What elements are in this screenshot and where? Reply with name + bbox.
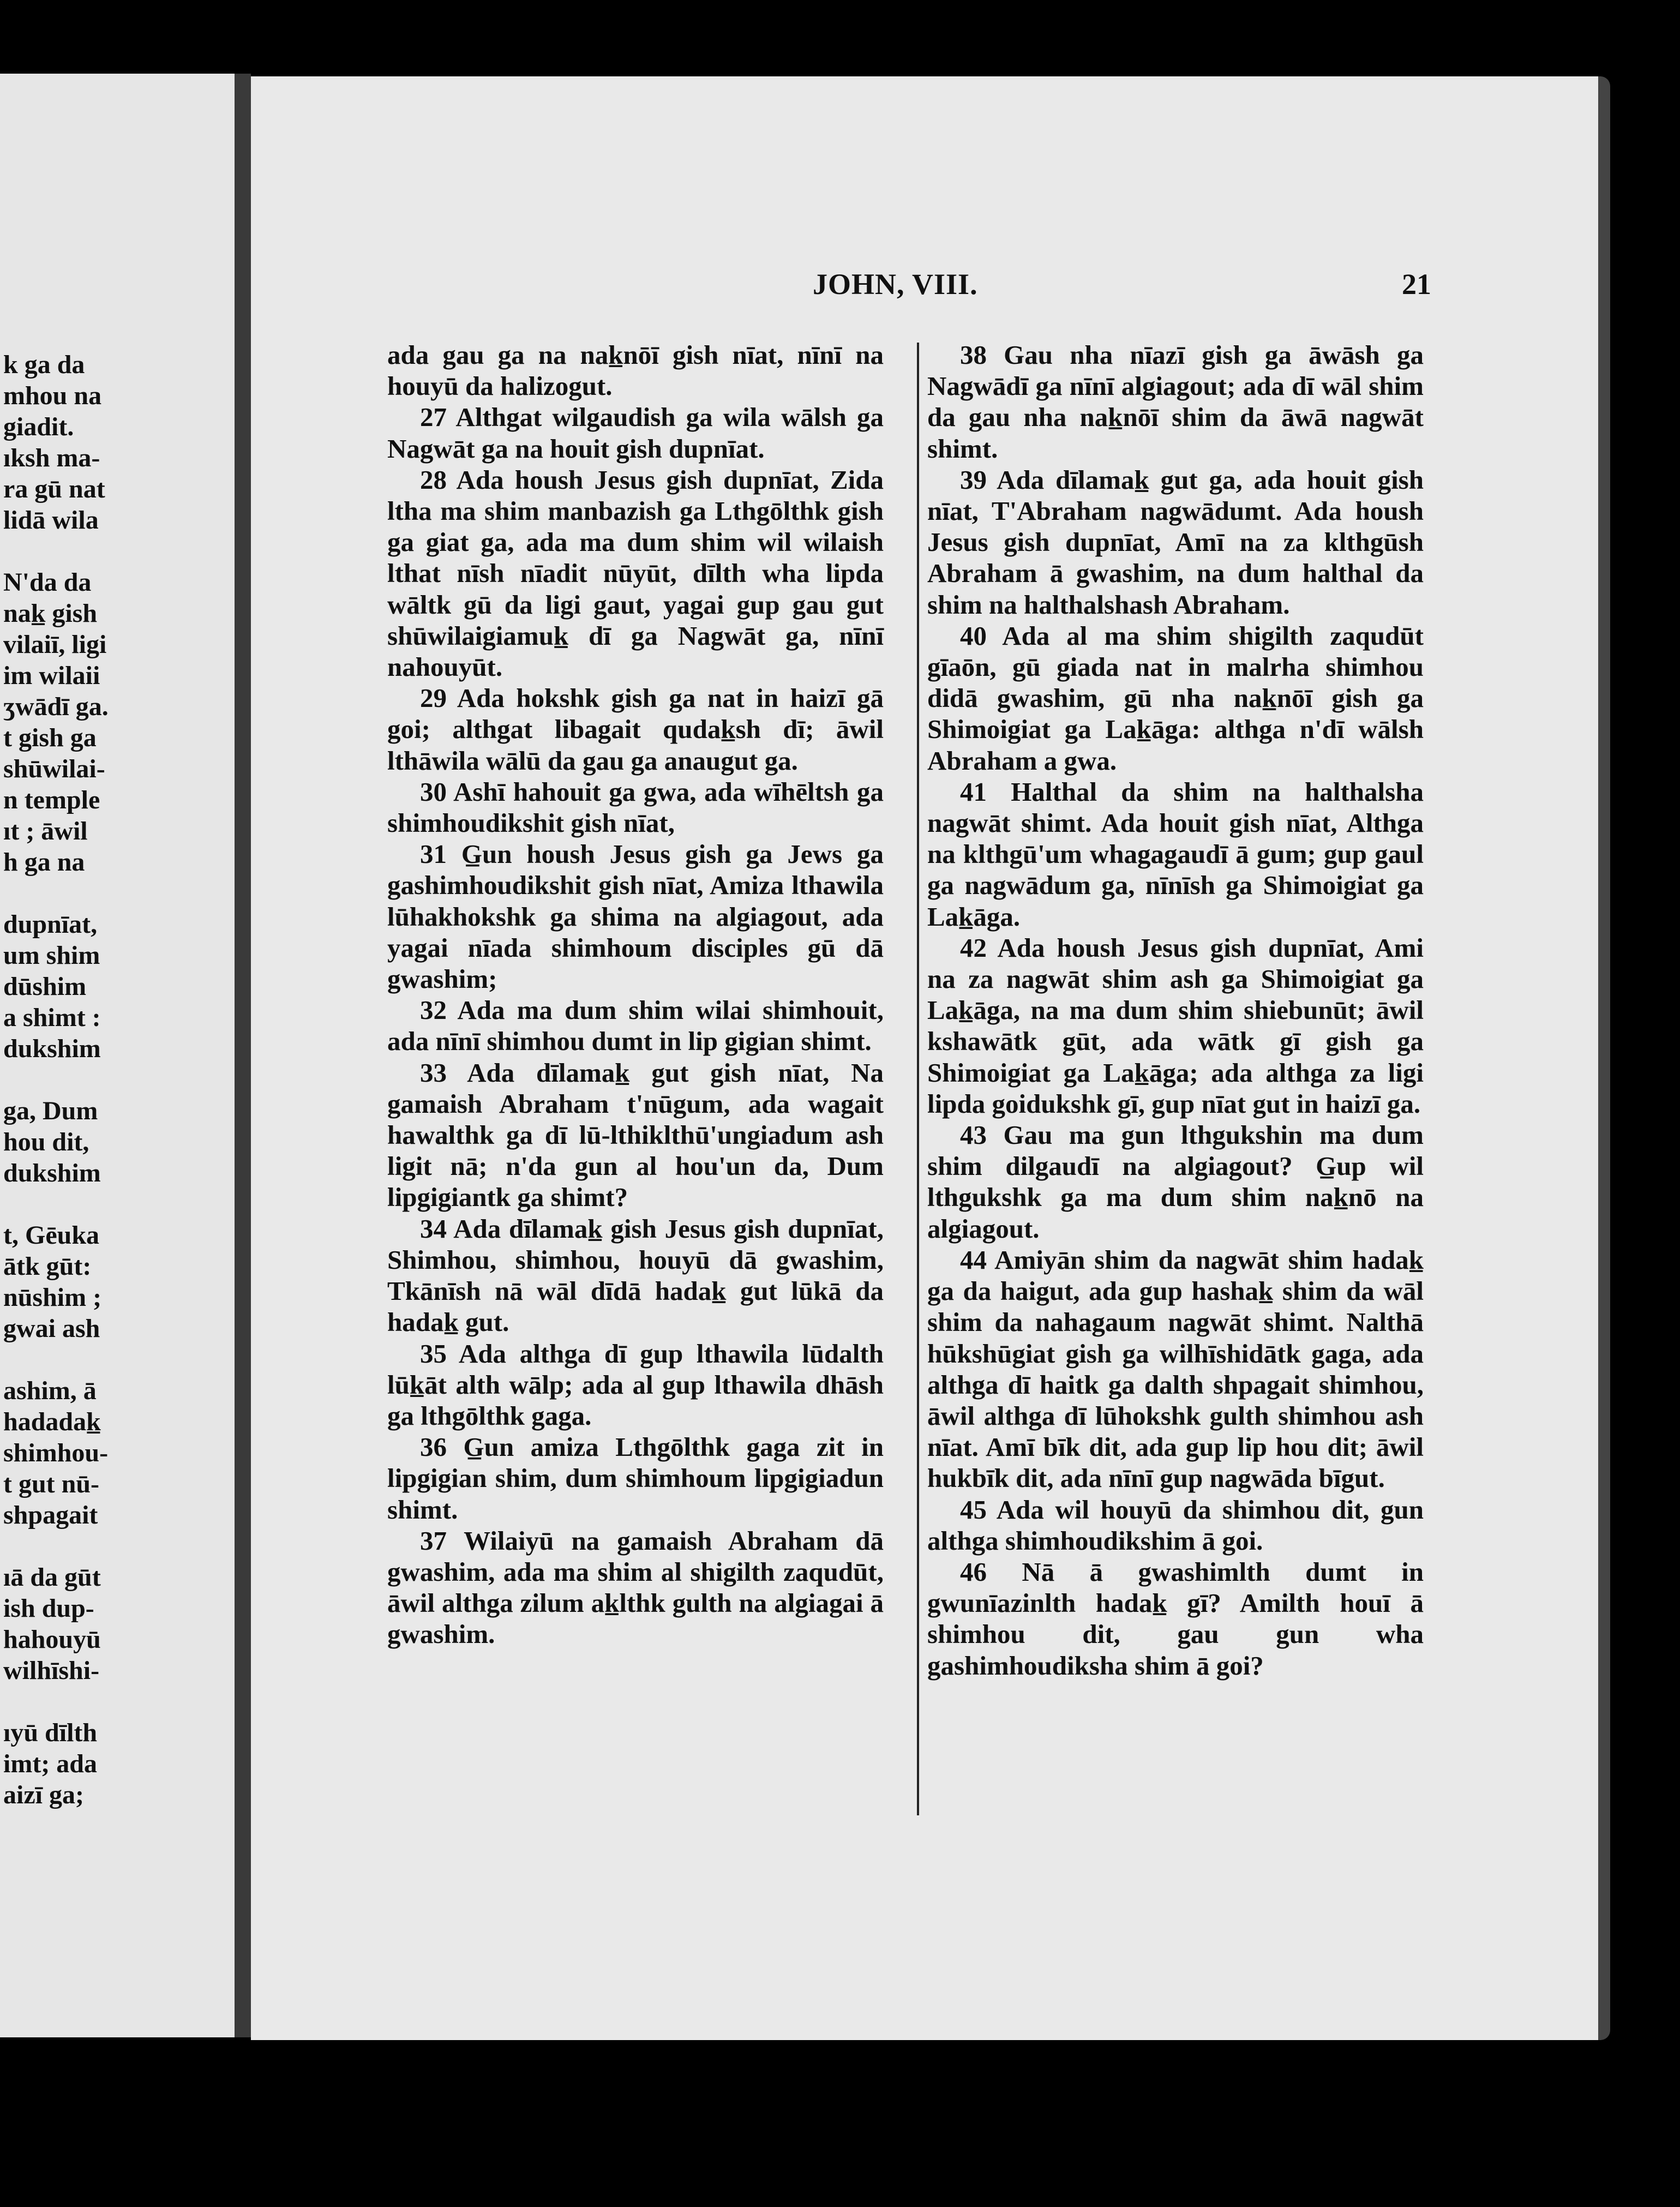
verse-paragraph: ada gau ga na nak̲nōī gish nīat, nīnī na houyū da halizogut. bbox=[387, 340, 884, 401]
facing-page-line: ıyū dīlth bbox=[3, 1718, 98, 1747]
facing-page-line: ga, Dum bbox=[3, 1096, 98, 1125]
verse-paragraph: 38 Gau nha nīazī gish ga āwāsh ga Nagwādī ga nīnī algiagout; ada dī wāl shim da gau nha nak̲nōī shim da āwā nagwāt shimt. bbox=[927, 340, 1424, 464]
facing-page-line: ıt ; āwil bbox=[3, 817, 88, 845]
facing-page-line: dūshim bbox=[3, 972, 87, 1001]
verse-paragraph: 33 Ada dīlamak̲ gut gish nīat, Na gamaish Abraham t'nūgum, ada wagait hawalthk ga dī lū-lthiklthū'ungiadum ash ligit nā; n'da gun al hou'un da, Dum lipgigiantk ga shimt? bbox=[387, 1057, 884, 1213]
verse-paragraph: 40 Ada al ma shim shigilth zaqudūt gīaōn, gū giada nat in malrha shimhou didā gwashim, gū nha nak̲nōī gish ga Shimoigiat ga Lak̲āga: althga n'dī wālsh Abraham a gwa. bbox=[927, 620, 1424, 776]
verse-paragraph: 41 Halthal da shim na halthalsha nagwāt shimt. Ada houit gish nīat, Althga na klthgū'um whagagaudī ā gum; gup gaul ga nagwādum ga, nīnīsh ga Shimoigiat ga Lak̲āga. bbox=[927, 776, 1424, 932]
facing-page-line: shimhou- bbox=[3, 1438, 109, 1467]
facing-page-line: t, Gēuka bbox=[3, 1221, 100, 1250]
column-rule bbox=[917, 343, 919, 1815]
facing-page-line: a shimt : bbox=[3, 1003, 101, 1032]
verse-paragraph: 43 Gau ma gun lthgukshin ma dum shim dilgaudī na algiagout? G̲up wil lthgukshk ga ma dum shim nak̲nō na algiagout. bbox=[927, 1120, 1424, 1244]
facing-page-line: ıā da gūt bbox=[3, 1563, 101, 1592]
facing-page-line: shpagait bbox=[3, 1501, 98, 1530]
verse-paragraph: 36 G̲un amiza Lthgōlthk gaga zit in lipgigian shim, dum shimhoum lipgigiadun shimt. bbox=[387, 1432, 884, 1525]
verse-paragraph: 39 Ada dīlamak̲ gut ga, ada houit gish nīat, T'Abraham nagwādumt. Ada housh Jesus gish dupnīat, Amī na za klthgūsh Abraham ā gwashim, na dum halthal da shim na halthalshash Abraham. bbox=[927, 464, 1424, 620]
facing-page-line: imt; ada bbox=[3, 1749, 97, 1778]
facing-page-line: ish dup- bbox=[3, 1594, 94, 1623]
facing-page-line: dupnīat, bbox=[3, 910, 98, 939]
facing-page-line: hahouyū bbox=[3, 1625, 101, 1654]
facing-page-line: gwai ash bbox=[3, 1314, 100, 1343]
facing-page-line: shūwilai- bbox=[3, 754, 105, 783]
facing-page-line: aizī ga; bbox=[3, 1780, 84, 1809]
facing-page-line: vilaiī, ligi bbox=[3, 630, 107, 659]
facing-page-line: hadadak̲ bbox=[3, 1407, 101, 1436]
verse-paragraph: 34 Ada dīlamak̲ gish Jesus gish dupnīat, Shimhou, shimhou, houyū dā gwashim, Tkānīsh nā wāl dīdā hadak̲ gut lūkā da hadak̲ gut. bbox=[387, 1213, 884, 1338]
facing-page-line: t gut nū- bbox=[3, 1470, 100, 1498]
page-number: 21 bbox=[1402, 268, 1431, 301]
facing-page-line: dukshim bbox=[3, 1034, 101, 1063]
facing-page-line: hou dit, bbox=[3, 1128, 89, 1156]
verse-paragraph: 42 Ada housh Jesus gish dupnīat, Ami na za nagwāt shim ash ga Shimoigiat ga Lak̲āga, na ma dum shim shiebunūt; āwil kshawātk gūt, ada wātk gī gish ga Shimoigiat ga Lak̲āga; ada althga za ligi lipda goidukshk gī, gup nīat gut in haizī ga. bbox=[927, 932, 1424, 1119]
verse-paragraph: 37 Wilaiyū na gamaish Abraham dā gwashim, ada ma shim al shigilth zaqudūt, āwil althga zilum ak̲lthk gulth na algiagai ā gwashim. bbox=[387, 1525, 884, 1650]
verse-paragraph: 28 Ada housh Jesus gish dupnīat, Zida ltha ma shim manbazish ga Lthgōlthk gish ga giat ga, ada ma dum shim wil wilaish lthat nīsh nīadit nūyūt, dīlth wha lipda wāltk gū da ligi gaut, yagai gup gau gut shūwilaigiamuk̲ dī ga Nagwāt ga, nīnī nahouyūt. bbox=[387, 464, 884, 682]
facing-page-line: dukshim bbox=[3, 1159, 101, 1188]
facing-page-line: ʒwādī ga. bbox=[3, 692, 109, 721]
facing-page-fragment bbox=[0, 74, 237, 2037]
facing-page-line: giadit. bbox=[3, 412, 74, 441]
verse-paragraph: 27 Althgat wilgaudish ga wila wālsh ga Nagwāt ga na houit gish dupnīat. bbox=[387, 402, 884, 464]
verse-paragraph: 29 Ada hokshk gish ga nat in haizī gā goi; althgat libagait qudak̲sh dī; āwil lthāwila wālū da gau ga anaugut ga. bbox=[387, 683, 884, 776]
facing-page-line: t gish ga bbox=[3, 723, 97, 752]
facing-page-line: nak̲ gish bbox=[3, 599, 98, 628]
facing-page-line: k ga da bbox=[3, 350, 85, 379]
text-column-left bbox=[387, 339, 884, 1650]
running-header: JOHN, VIII. bbox=[813, 268, 978, 301]
facing-page-line: mhou na bbox=[3, 381, 102, 410]
verse-paragraph: 31 G̲un housh Jesus gish ga Jews ga gashimhoudikshit gish nīat, Amiza lthawila lūhakhokshk ga shima na algiagout, ada yagai nīada shimhoum disciples gū dā gwashim; bbox=[387, 839, 884, 994]
book-spine bbox=[235, 74, 251, 2037]
facing-page-line: lidā wila bbox=[3, 506, 99, 535]
verse-paragraph: 30 Ashī hahouit ga gwa, ada wīhēltsh ga shimhoudikshit gish nīat, bbox=[387, 776, 884, 838]
facing-page-line: wilhīshi- bbox=[3, 1656, 100, 1685]
verse-paragraph: 46 Nā ā gwashimlth dumt in gwunīazinlth hadak̲ gī? Amilth houī ā shimhou dit, gau gun wha gashimhoudiksha shim ā goi? bbox=[927, 1556, 1424, 1681]
facing-page-line: ra gū nat bbox=[3, 475, 105, 503]
verse-paragraph: 35 Ada althga dī gup lthawila lūdalth lūk̲āt alth wālp; ada al gup lthawila dhāsh ga lthgōlthk gaga. bbox=[387, 1338, 884, 1431]
facing-page-line: ashim, ā bbox=[3, 1376, 97, 1405]
facing-page-line: nūshim ; bbox=[3, 1283, 102, 1312]
verse-paragraph: 32 Ada ma dum shim wilai shimhouit, ada nīnī shimhou dumt in lip gigian shimt. bbox=[387, 995, 884, 1057]
verse-paragraph: 44 Amiyān shim da nagwāt shim hadak̲ ga da haigut, ada gup hashak̲ shim da wāl shim da nahagaum nagwāt shimt. Nalthā hūkshūgiat gish ga wilhīshidātk gaga, ada althga dī haitk ga dalth shpagait shimhou, āwil althga dī lūhokshk gulth shimhou ash nīat. Amī bīk dit, ada gup lip hou dit; āwil hukbīk dit, ada nīnī gup nagwāda bīgut. bbox=[927, 1244, 1424, 1494]
verse-paragraph: 45 Ada wil houyū da shimhou dit, gun althga shimhoudikshim ā goi. bbox=[927, 1494, 1424, 1556]
facing-page-line: im wilaii bbox=[3, 661, 100, 690]
facing-page-line: um shim bbox=[3, 941, 100, 970]
facing-page-line: ıksh ma- bbox=[3, 443, 100, 472]
facing-page-line: n temple bbox=[3, 785, 100, 814]
facing-page-line: N'da da bbox=[3, 568, 92, 597]
facing-page-line: ātk gūt: bbox=[3, 1252, 92, 1281]
facing-page-line: h ga na bbox=[3, 848, 85, 877]
text-column-right bbox=[927, 339, 1424, 1681]
